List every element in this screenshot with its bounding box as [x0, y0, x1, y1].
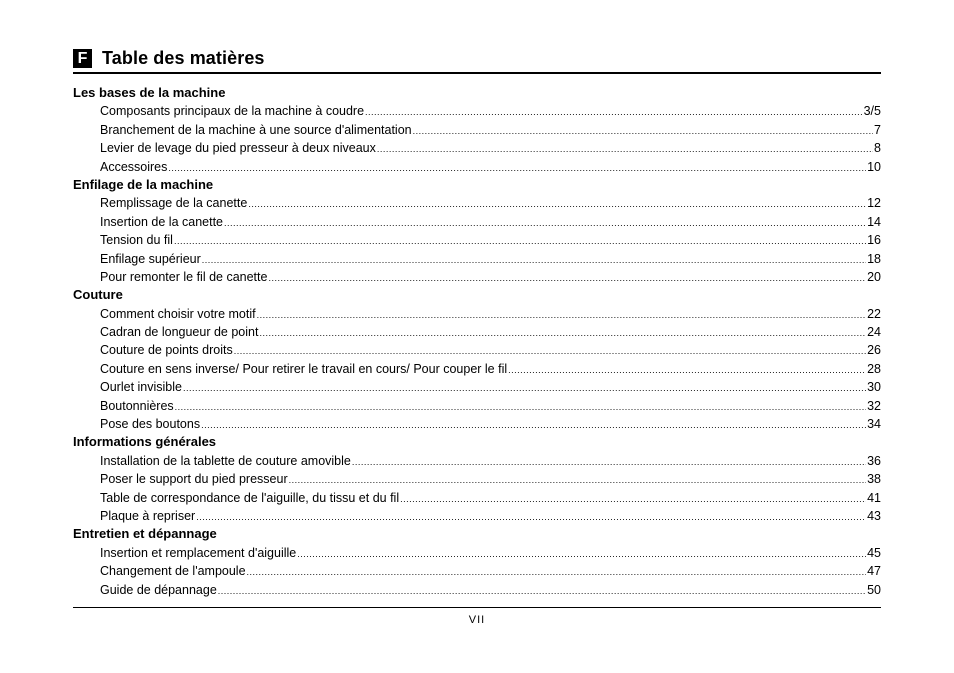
toc-entry-label: Ourlet invisible: [100, 380, 182, 395]
toc-entry: [73, 452, 881, 470]
toc-entry: [73, 415, 881, 433]
toc-entry-label: Remplissage de la canette: [100, 196, 248, 211]
toc-entry: [73, 194, 881, 212]
toc-entry-page: 32: [867, 398, 881, 413]
dot-leader: [352, 453, 866, 471]
dot-leader: [224, 214, 866, 232]
toc-entry-page: 43: [867, 508, 881, 523]
toc-entry-page: 20: [867, 269, 881, 284]
toc-header: [73, 46, 881, 74]
section-heading: Informations générales: [73, 434, 217, 450]
dot-leader: [218, 582, 866, 600]
section-heading: Couture: [73, 287, 123, 303]
toc-entry-page: 18: [867, 251, 881, 266]
toc-entry: [73, 158, 881, 176]
toc-entry-label: Composants principaux de la machine à coudre: [100, 104, 365, 119]
dot-leader: [289, 471, 866, 489]
toc-entry-page: 12: [867, 196, 881, 211]
toc-entry: [73, 489, 881, 507]
toc-entry-label: Boutonnières: [100, 398, 174, 413]
toc-entry: [73, 378, 881, 396]
toc-entry-label: Couture en sens inverse/ Pour retirer le travail en cours/ Pour couper le fil: [100, 361, 508, 376]
language-badge: F: [73, 49, 92, 68]
toc-entry-page: 28: [867, 361, 881, 376]
toc-entry-label: Plaque à repriser: [100, 508, 196, 523]
dot-leader: [268, 269, 866, 287]
toc-entry-page: 14: [867, 214, 881, 229]
dot-leader: [259, 324, 866, 342]
toc-entry-page: 3/5: [863, 104, 881, 119]
toc-entry: [73, 470, 881, 488]
toc-entry: [73, 562, 881, 580]
toc-entry: [73, 213, 881, 231]
toc-entry-label: Tension du fil: [100, 233, 173, 248]
toc-entry: [73, 397, 881, 415]
toc-entry-page: 26: [867, 343, 881, 358]
toc-entry-label: Couture de points droits: [100, 343, 233, 358]
toc-entry: [73, 507, 881, 525]
toc-entry-page: 16: [867, 233, 881, 248]
page-number: VII: [468, 614, 486, 626]
toc-page: [73, 46, 881, 599]
dot-leader: [257, 306, 866, 324]
table-of-contents: [73, 84, 881, 599]
section-heading: Enfilage de la machine: [73, 176, 214, 192]
toc-entry: [73, 544, 881, 562]
dot-leader: [377, 140, 873, 158]
footer-divider: [73, 607, 881, 608]
toc-entry-page: 22: [867, 306, 881, 321]
toc-entry-label: Changement de l'ampoule: [100, 564, 246, 579]
toc-entry-label: Branchement de la machine à une source d'alimentation: [100, 122, 412, 137]
toc-entry-page: 50: [867, 582, 881, 597]
toc-entry-label: Accessoires: [100, 159, 168, 174]
toc-entry: [73, 121, 881, 139]
toc-entry: [73, 268, 881, 286]
toc-entry-label: Guide de dépannage: [100, 582, 217, 597]
dot-leader: [175, 398, 866, 416]
toc-entry-page: 47: [867, 564, 881, 579]
toc-entry-page: 8: [874, 141, 881, 156]
dot-leader: [365, 103, 863, 121]
toc-entry: [73, 102, 881, 120]
page-title: Table des matières: [102, 48, 265, 68]
toc-entry: [73, 360, 881, 378]
toc-entry-label: Poser le support du pied presseur: [100, 472, 288, 487]
toc-entry: [73, 250, 881, 268]
dot-leader: [174, 232, 866, 250]
toc-entry-page: 10: [867, 159, 881, 174]
dot-leader: [183, 379, 866, 397]
toc-entry-page: 30: [867, 380, 881, 395]
toc-entry: [73, 305, 881, 323]
toc-entry-label: Pose des boutons: [100, 417, 201, 432]
toc-entry-label: Insertion de la canette: [100, 214, 223, 229]
dot-leader: [201, 416, 866, 434]
dot-leader: [248, 195, 866, 213]
toc-entry-label: Pour remonter le fil de canette: [100, 269, 268, 284]
dot-leader: [168, 159, 866, 177]
toc-entry-label: Insertion et remplacement d'aiguille: [100, 545, 297, 560]
toc-entry-label: Installation de la tablette de couture amovible: [100, 453, 351, 468]
dot-leader: [234, 342, 866, 360]
toc-entry-page: 38: [867, 472, 881, 487]
dot-leader: [508, 361, 866, 379]
toc-entry: [73, 581, 881, 599]
toc-entry-page: 7: [874, 122, 881, 137]
dot-leader: [297, 545, 866, 563]
toc-entry: [73, 323, 881, 341]
toc-entry-label: Enfilage supérieur: [100, 251, 201, 266]
toc-entry: [73, 139, 881, 157]
toc-entry-page: 34: [867, 417, 881, 432]
toc-entry-label: Levier de levage du pied presseur à deux niveaux: [100, 141, 376, 156]
toc-entry-page: 45: [867, 545, 881, 560]
section-heading: Entretien et dépannage: [73, 526, 217, 542]
section-heading: Les bases de la machine: [73, 85, 226, 100]
dot-leader: [202, 251, 866, 269]
toc-entry: [73, 231, 881, 249]
toc-entry-label: Cadran de longueur de point: [100, 325, 259, 340]
dot-leader: [196, 508, 866, 526]
toc-entry: [73, 341, 881, 359]
toc-entry-page: 41: [867, 490, 881, 505]
dot-leader: [247, 563, 867, 581]
toc-entry-page: 24: [867, 325, 881, 340]
toc-entry-label: Comment choisir votre motif: [100, 306, 256, 321]
dot-leader: [400, 490, 866, 508]
toc-entry-page: 36: [867, 453, 881, 468]
toc-entry-label: Table de correspondance de l'aiguille, du tissu et du fil: [100, 490, 400, 505]
dot-leader: [413, 122, 873, 140]
